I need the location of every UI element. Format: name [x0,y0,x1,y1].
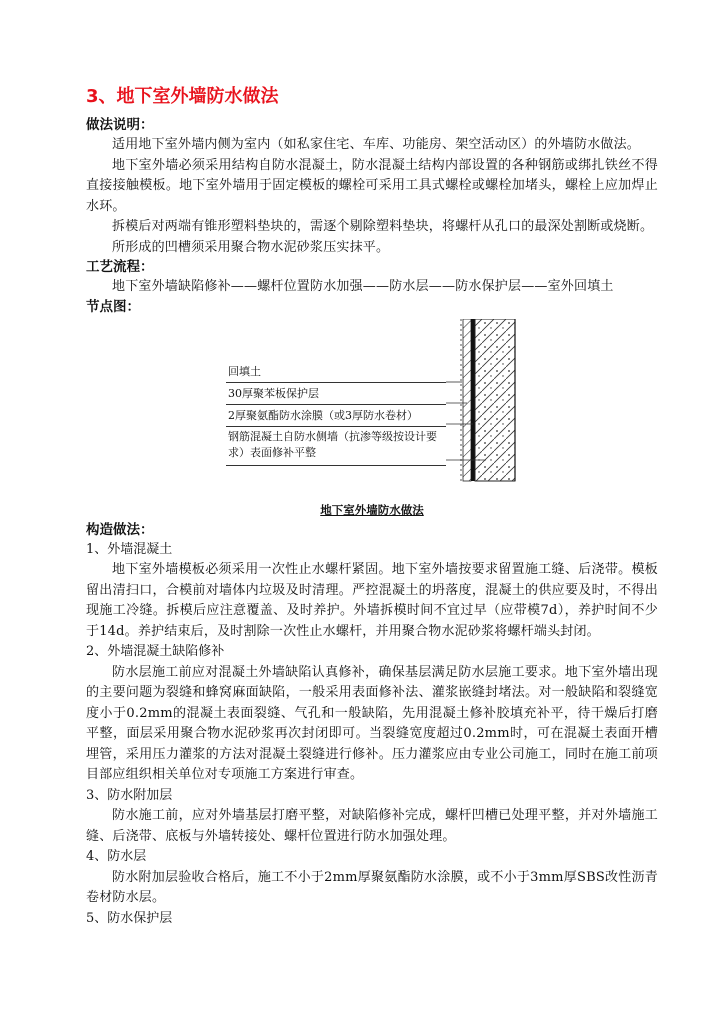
desc-paragraph: 地下室外墙必须采用结构自防水混凝土，防水混凝土结构内部设置的各种钢筋或绑扎铁丝不得直接接触模板。地下室外墙用于固定模板的螺栓可采用工具式螺栓或螺栓加堵头，螺栓上应加焊止水环。 [86,157,658,214]
concrete-wall [475,319,515,481]
label-concrete-wall: 钢筋混凝土自防水侧墙（抗渗等级按设计要求）表面修补平整 [226,427,446,466]
item-title: 3、防水附加层 [86,787,173,803]
label-protection: 30厚聚苯板保护层 [226,383,446,405]
item-title: 4、防水层 [86,849,147,864]
membrane-layer [471,319,475,481]
item-text: 地下室外墙模板必须采用一次性止水螺杆紧固。地下室外墙按要求留置施工缝、后浇带。模板留出清扫口，合模前对墙体内垃圾及时清理。严控混凝土的坍落度，混凝土的供应要及时，不得出现施工冷缝。拆模后应注意覆盖、及时养护。外墙拆模时间不宜过早（应带模7d），养护时间不少于14d。养护结束后，及时割除一次性止水螺杆，并用聚合物水泥砂浆将螺杆端头封闭。 [86,562,658,639]
label-backfill: 回填土 [226,361,446,383]
node-heading: 节点图： [86,298,140,315]
node-diagram [86,319,658,497]
construct-heading: 构造做法： [86,521,154,538]
desc-paragraph: 所形成的凹槽须采用聚合物水泥砂浆压实抹平。 [112,239,390,255]
item-text: 防水层施工前应对混凝土外墙缺陷认真修补，确保基层满足防水层施工要求。地下室外墙出现的主要问题为裂缝和蜂窝麻面缺陷，一般采用表面修补法、灌浆嵌缝封堵法。对一般缺陷和裂缝宽度小于0.2mm的混凝土表面裂缝、气孔和一般缺陷，先用混凝土修补胶填充补平，待干燥后打磨平整，面层采用聚合物水泥砂浆再次封闭即可。当裂缝宽度超过0.2mm时，可在混凝土表面开槽埋管，采用压力灌浆的方法对混凝土裂缝进行修补。压力灌浆应由专业公司施工，同时在施工前项目部应组织相关单位对专项施工方案进行审查。 [86,664,658,782]
protection-layer [463,319,471,481]
item-title: 1、外墙混凝土 [86,541,173,557]
document-page [86,84,658,929]
process-text: 地下室外墙缺陷修补——螺杆位置防水加强——防水层——防水保护层——室外回填土 [112,279,614,294]
page-title: 3、地下室外墙防水做法 [86,86,279,107]
item-title: 2、外墙混凝土缺陷修补 [86,644,225,659]
label-membrane: 2厚聚氨酯防水涂膜（或3厚防水卷材） [226,405,446,427]
figure-caption: 地下室外墙防水做法 [320,502,424,517]
process-heading: 工艺流程： [86,259,154,275]
item-text: 防水附加层验收合格后，施工不小于2mm厚聚氨酯防水涂膜，或不小于3mm厚SBS改性沥青卷材防水层。 [86,869,658,905]
desc-heading: 做法说明： [86,117,154,133]
diagram-labels [226,361,446,466]
item-title: 5、防水保护层 [86,910,173,926]
desc-paragraph: 拆模后对两端有锥形塑料垫块的，需逐个剔除塑料垫块，将螺杆从孔口的最深处割断或烧断。 [112,219,654,234]
item-text: 防水施工前，应对外墙基层打磨平整，对缺陷修补完成，螺杆凹槽已处理平整，并对外墙施工缝、后浇带、底板与外墙转接处、螺杆位置进行防水加强处理。 [86,808,658,844]
desc-paragraph: 适用地下室外墙内侧为室内（如私家住宅、车库、功能房、架空活动区）的外墙防水做法。 [112,137,641,152]
